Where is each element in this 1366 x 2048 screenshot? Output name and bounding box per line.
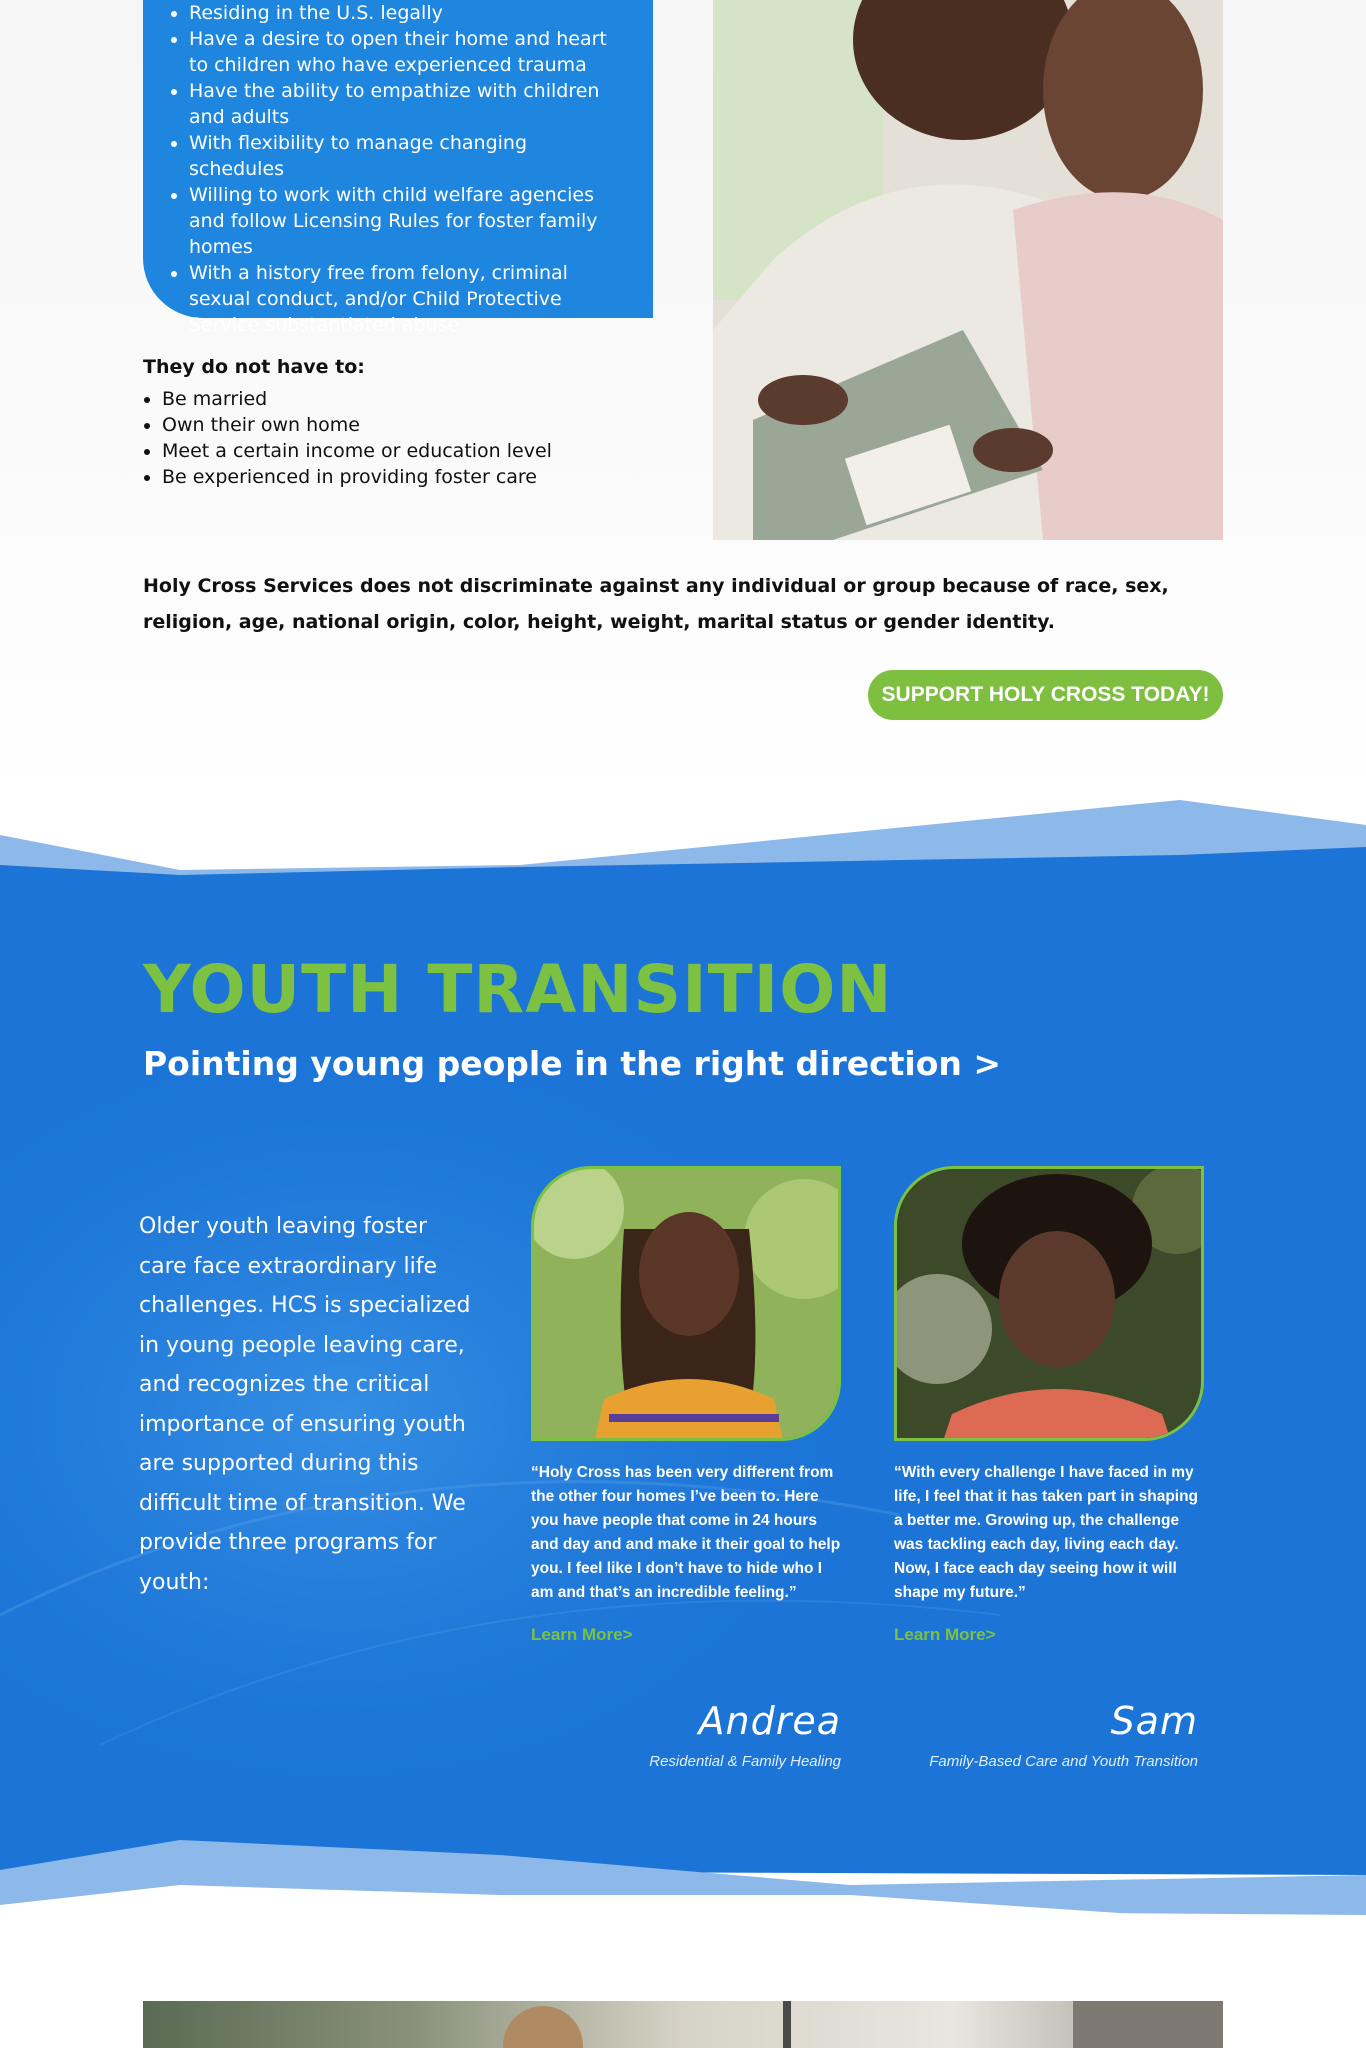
- requirements-box: [143, 0, 653, 336]
- nondiscrimination-statement: Holy Cross Services does not discriminate against any individual or group because of race, sex, religion, age, national origin, color, height, weight, marital status or gender identity.: [143, 575, 1169, 633]
- youth-description: Older youth leaving foster care face extraordinary life challenges. HCS is specialized in young people leaving care, and recognizes the critical importance of ensuring youth are supported during this difficult time of transition. We provide three programs for youth:: [139, 1214, 471, 1595]
- requirement-item: • Residing in the U.S. legally: [189, 0, 623, 26]
- grandmother-reading-photo: [713, 0, 1223, 540]
- requirements-list: [189, 0, 623, 338]
- youth-transition-section: [0, 795, 1366, 1930]
- requirement-item: • Have the ability to empathize with children and adults: [189, 78, 623, 130]
- requirement-item: • Willing to work with child welfare agencies and follow Licensing Rules for foster family homes: [189, 182, 623, 260]
- eligibility-section: [0, 0, 1366, 800]
- not-required-block: [143, 354, 683, 490]
- requirement-item: • Have a desire to open their home and heart to children who have experienced trauma: [189, 26, 623, 78]
- not-required-list: [162, 386, 683, 490]
- not-required-item: • Meet a certain income or education level: [162, 438, 683, 464]
- next-section-photo: [143, 2001, 1223, 2048]
- testimonial-name: Sam: [1110, 1699, 1198, 1743]
- testimonial-quote: “Holy Cross has been very different from the other four homes I’ve been to. Here you have people that come in 24 hours and day and and make it their goal to help you. I feel like I don’t have to hide who I am and that’s an incredible feeling.”: [531, 1464, 841, 1601]
- learn-more-link[interactable]: Learn More>: [531, 1625, 633, 1644]
- testimonial-role: Family-Based Care and Youth Transition: [929, 1753, 1198, 1770]
- testimonial-role: Residential & Family Healing: [649, 1753, 841, 1770]
- youth-subheading-link[interactable]: Pointing young people in the right direction >: [143, 1044, 1002, 1083]
- requirement-item: • With a history free from felony, criminal sexual conduct, and/or Child Protective Service substantiated abuse: [189, 260, 623, 338]
- youth-heading: YOUTH TRANSITION: [143, 951, 893, 1028]
- andrea-photo: [531, 1166, 841, 1441]
- not-required-item: • Be married: [162, 386, 683, 412]
- testimonial-card-andrea: [531, 1166, 841, 1645]
- not-required-item: • Own their own home: [162, 412, 683, 438]
- testimonial-quote: “With every challenge I have faced in my life, I feel that it has taken part in shaping a better me. Growing up, the challenge was tackling each day, living each day. Now, I face each day seeing how it will shape my future.”: [894, 1464, 1199, 1601]
- support-button[interactable]: SUPPORT HOLY CROSS TODAY!: [868, 670, 1223, 720]
- testimonial-name: Andrea: [698, 1699, 841, 1743]
- testimonial-card-sam: [894, 1166, 1204, 1645]
- learn-more-link[interactable]: Learn More>: [894, 1625, 996, 1644]
- requirement-item: • With flexibility to manage changing schedules: [189, 130, 623, 182]
- sam-photo: [894, 1166, 1204, 1441]
- not-required-title: They do not have to:: [143, 356, 365, 378]
- not-required-item: • Be experienced in providing foster care: [162, 464, 683, 490]
